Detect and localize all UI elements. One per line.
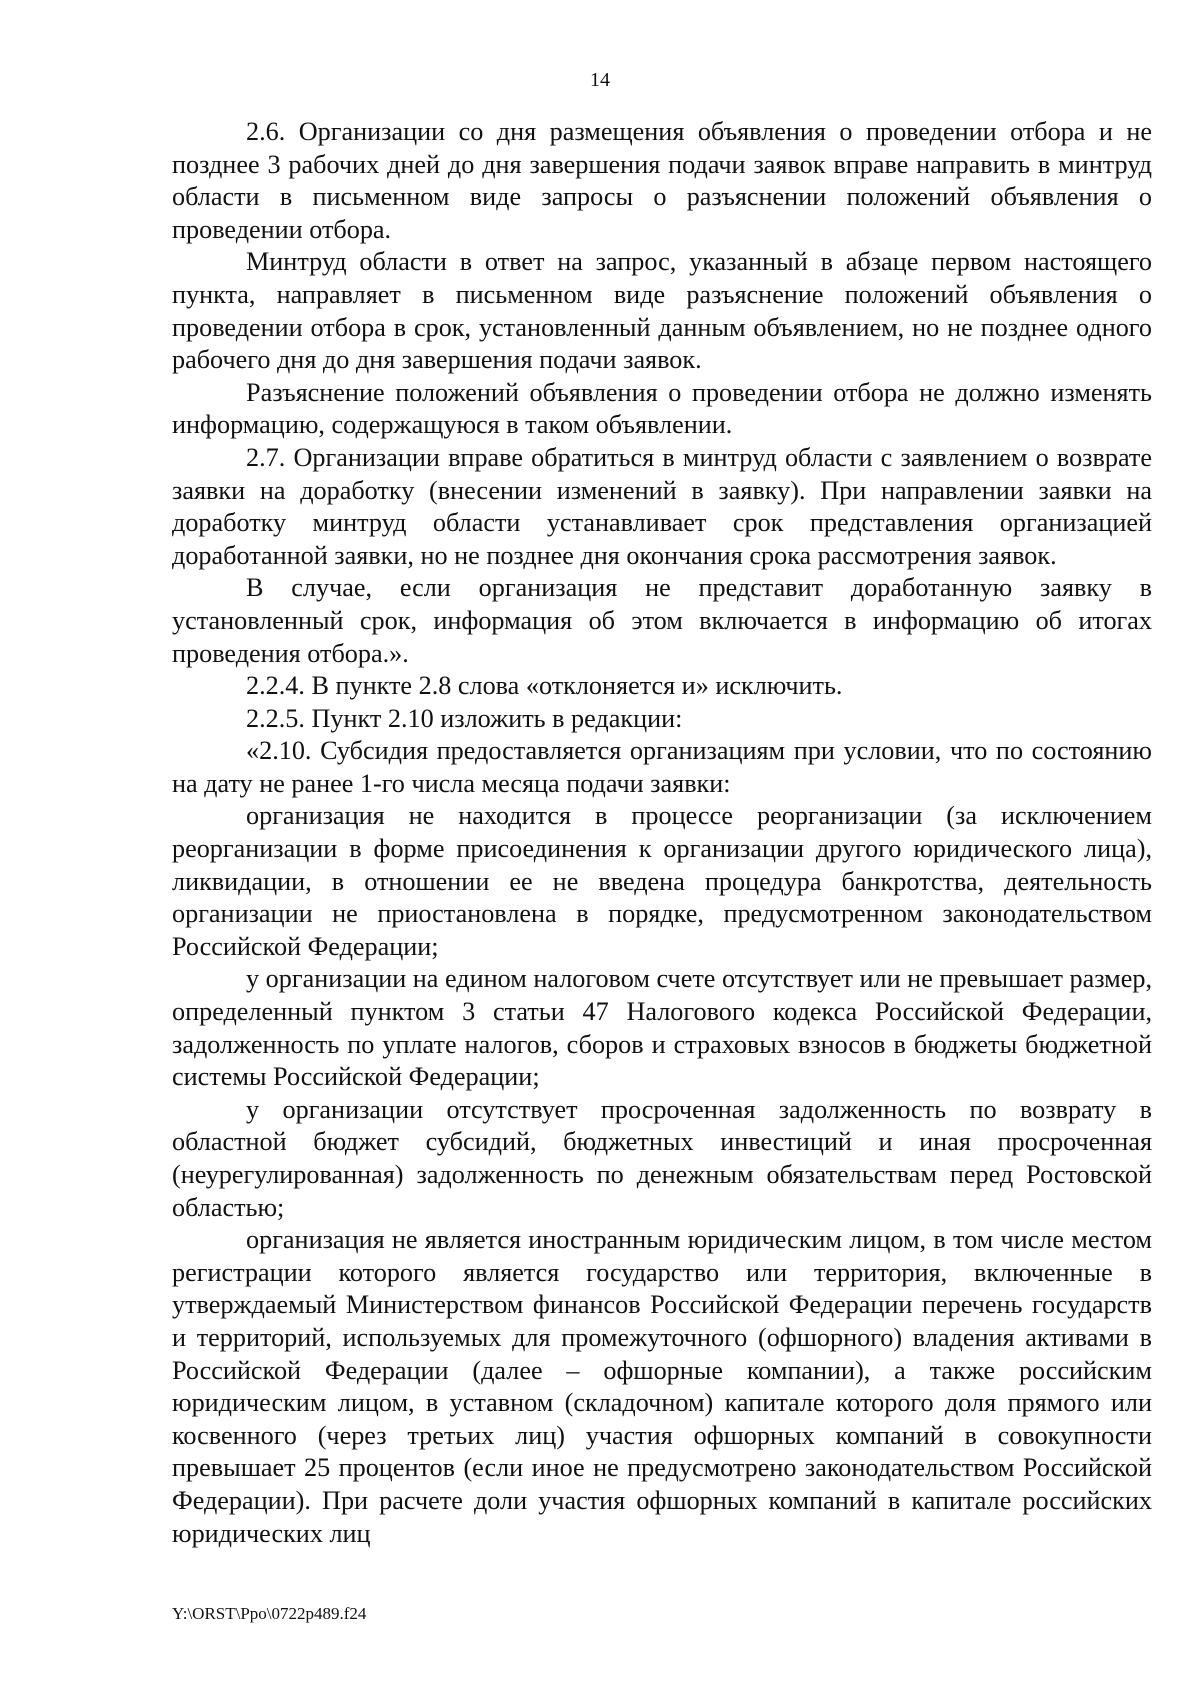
- paragraph-2-7: 2.7. Организации вправе обратиться в минтруд области с заявлением о возврате заявки на доработку (внесении изменений в заявку). При направлении заявки на доработку минтруд области устанавливает срок представления организацией доработанной заявки, но не позднее дня окончания срока рассмотрения заявок.: [172, 442, 1152, 570]
- paragraph-clarification: Разъяснение положений объявления о проведении отбора не должно изменять информацию, содержащуюся в таком объявлении.: [172, 377, 1152, 440]
- document-body: [172, 116, 1152, 1550]
- footer-file-path: Y:\ORST\Ppo\0722p489.f24: [172, 1604, 367, 1623]
- paragraph-condition-reorganization: организация не находится в процессе реорганизации (за исключением реорганизации в форме присоединения к организации другого юридического лица), ликвидации, в отношении ее не введена процедура банкротства, деятельность организации не приостановлена в порядке, предусмотренном законодательством Российской Федерации;: [172, 801, 1152, 961]
- paragraph-condition-offshore: организация не является иностранным юридическим лицом, в том числе местом регистрации которого является государство или территория, включенные в утверждаемый Министерством финансов Российской Федерации перечень государств и территорий, используемых для промежуточного (офшорного) владения активами в Российской Федерации (далее – офшорные компании), а также российским юридическим лицом, в уставном (складочном) капитале которого доля прямого или косвенного (через третьих лиц) участия офшорных компаний в совокупности превышает 25 процентов (если иное не предусмотрено законодательством Российской Федерации). При расчете доли участия офшорных компаний в капитале российских юридических лиц: [172, 1225, 1152, 1548]
- paragraph-condition-overdue-debt: у организации отсутствует просроченная задолженность по возврату в областной бюджет субсидий, бюджетных инвестиций и иная просроченная (неурегулированная) задолженность по денежным обязательствам перед Ростовской областью;: [172, 1094, 1152, 1222]
- paragraph-minstrud-response: Минтруд области в ответ на запрос, указанный в абзаце первом настоящего пункта, направляет в письменном виде разъяснение положений объявления о проведении отбора в срок, установленный данным объявлением, но не позднее одного рабочего дня до дня завершения подачи заявок.: [172, 247, 1152, 375]
- paragraph-2-2-5: 2.2.5. Пункт 2.10 изложить в редакции:: [246, 703, 683, 733]
- page-number: 14: [590, 69, 610, 91]
- paragraph-2-6: 2.6. Организации со дня размещения объявления о проведении отбора и не позднее 3 рабочих дней до дня завершения подачи заявок вправе направить в минтруд области в письменном виде запросы о разъяснении положений объявления о проведении отбора.: [172, 117, 1152, 244]
- paragraph-revised-application: В случае, если организация не представит доработанную заявку в установленный срок, информация об этом включается в информацию об итогах проведения отбора.».: [172, 573, 1152, 668]
- paragraph-2-2-4: 2.2.4. В пункте 2.8 слова «отклоняется и» исключить.: [246, 671, 843, 701]
- paragraph-2-10: «2.10. Субсидия предоставляется организациям при условии, что по состоянию на дату не ранее 1-го числа месяца подачи заявки:: [172, 736, 1152, 798]
- paragraph-condition-tax-debt: у организации на едином налоговом счете отсутствует или не превышает размер, определенный пунктом 3 статьи 47 Налогового кодекса Российской Федерации, задолженность по уплате налогов, сборов и страховых взносов в бюджеты бюджетной системы Российской Федерации;: [172, 964, 1152, 1092]
